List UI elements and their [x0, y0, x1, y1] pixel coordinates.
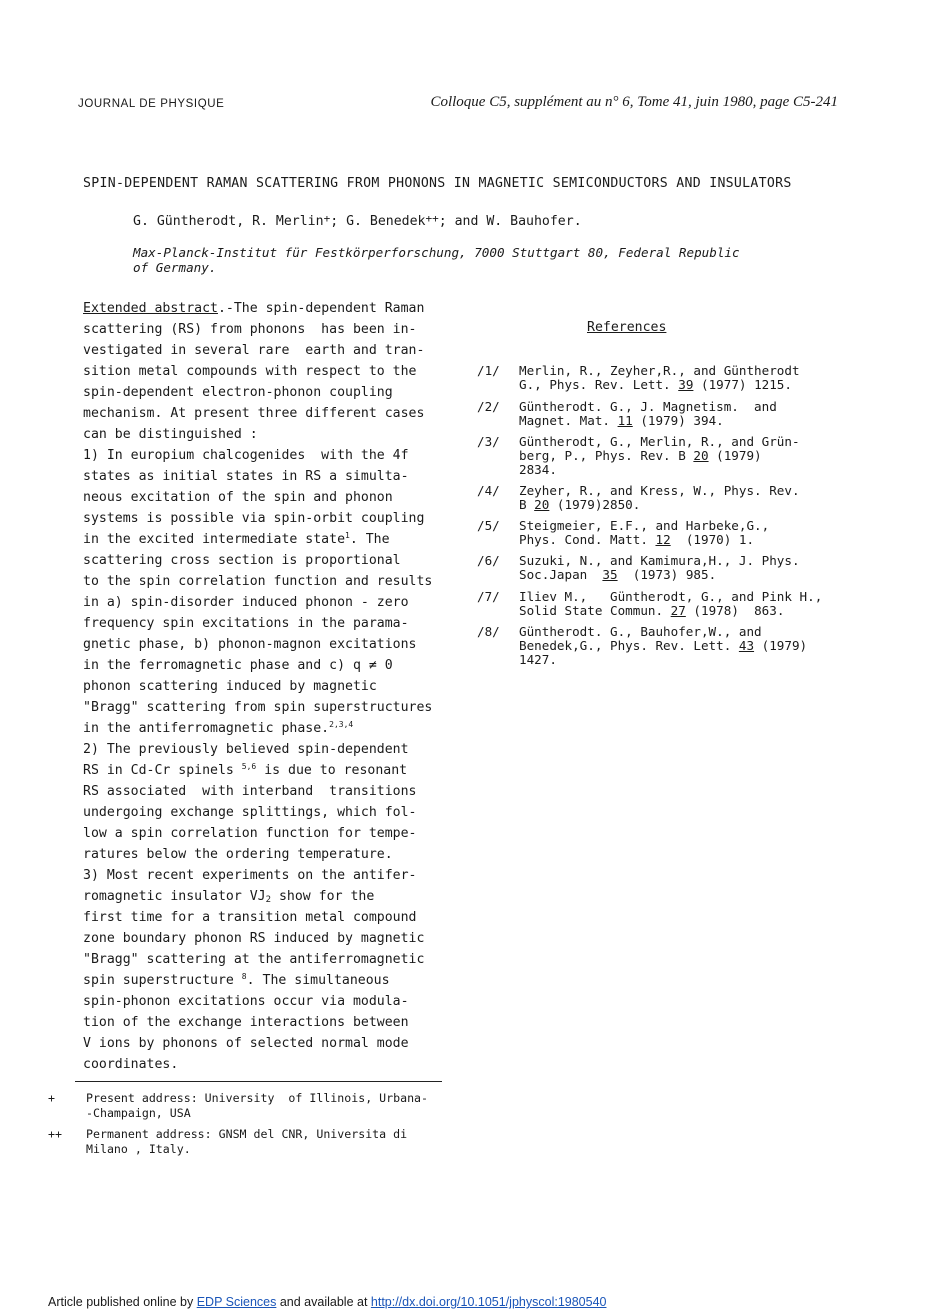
affiliation — [133, 245, 740, 275]
footnote-text: Permanent address: GNSM del CNR, Universita di Milano , Italy. — [86, 1127, 408, 1156]
reference-volume: 11 — [617, 413, 633, 428]
author-2-footnote-mark: ++ — [425, 212, 439, 225]
reference-text: Güntherodt. G., J. Magnetism. and Magnet. Mat. 11 (1979) 394. — [519, 399, 777, 428]
citation-marker: 8 — [241, 972, 247, 981]
abstract-text: is due to resonant RS associated with interband transitions undergoing exchange splittings, which fol- low a spin correlation function for tempe- ratures below the ordering temperature. 3) Most recent experiments on the antifer- romagnetic insulator VJ — [83, 763, 417, 904]
reference-volume: 35 — [602, 567, 618, 582]
reference-number: /8/ — [477, 624, 500, 639]
author-rest: ; and W. Bauhofer. — [438, 214, 582, 229]
page-title: SPIN-DEPENDENT RAMAN SCATTERING FROM PHONONS IN MAGNETIC SEMICONDUCTORS AND INSULATORS — [83, 176, 792, 191]
reference-number: /4/ — [477, 483, 500, 498]
subscript: 2 — [265, 895, 272, 905]
reference-text: Suzuki, N., and Kamimura,H., J. Phys. Soc.Japan 35 (1973) 985. — [519, 553, 800, 582]
reference-text: Steigmeier, E.F., and Harbeke,G., Phys. Cond. Matt. 12 (1970) 1. — [519, 518, 770, 547]
reference-text: Iliev M., Güntherodt, G., and Pink H., Solid State Commun. 27 (1978) 863. — [519, 589, 823, 618]
colloque-info: Colloque C5, supplément au n° 6, Tome 41, juin 1980, page C5-241 — [430, 94, 838, 110]
reference-number: /5/ — [477, 518, 500, 533]
reference-number: /6/ — [477, 553, 500, 568]
affiliation-line-1: Max-Planck-Institut für Festkörperforschung, 7000 Stuttgart 80, Federal Republic — [133, 245, 740, 260]
authors — [133, 214, 582, 229]
citation-marker: 5,6 — [241, 762, 257, 771]
reference-text: Zeyher, R., and Kress, W., Phys. Rev. B 20 (1979)2850. — [519, 483, 800, 512]
reference-number: /2/ — [477, 399, 500, 414]
publication-footer — [48, 1295, 606, 1309]
reference-volume: 12 — [655, 532, 671, 547]
journal-name: JOURNAL DE PHYSIQUE — [78, 98, 225, 110]
abstract-text: . The scattering cross section is proportional to the spin correlation function and results in a) spin-disorder induced phonon - zero frequency spin excitations in the parama- gnetic phase, b) phonon-magnon excitations in the ferromagnetic phase and c) q ≠ 0 phonon scattering induced by magnetic "Bragg" scattering from spin superstructures in the antiferromagnetic phase. — [83, 532, 433, 736]
reference-volume: 43 — [738, 638, 755, 653]
reference-volume: 20 — [534, 497, 550, 512]
reference-number: /3/ — [477, 434, 500, 449]
footnote — [48, 1091, 468, 1123]
references-heading: References — [587, 320, 667, 335]
reference-volume: 20 — [693, 448, 709, 463]
author-1-footnote-mark: + — [323, 212, 331, 225]
citation-marker: 1 — [345, 531, 350, 540]
footnote-divider — [75, 1081, 442, 1082]
abstract-text: show for the first time for a transition metal compound zone boundary phonon RS induced by magnetic "Bragg" scattering at the antiferromagnetic spin superstructure — [83, 889, 425, 988]
abstract-text: 2) The previously believed spin-dependent RS in Cd-Cr spinels — [83, 742, 409, 778]
reference-number: /7/ — [477, 589, 500, 604]
reference-volume: 27 — [670, 603, 686, 618]
abstract-heading: Extended abstract — [83, 301, 218, 316]
publisher-link[interactable]: EDP Sciences — [196, 1295, 277, 1309]
citation-marker: 2,3,4 — [329, 720, 354, 729]
footnote-mark: ++ — [48, 1127, 62, 1141]
reference-number: /1/ — [477, 363, 500, 378]
abstract-text: .-The spin-dependent Raman — [217, 301, 425, 316]
reference-text: Merlin, R., Zeyher,R., and Güntherodt G., Phys. Rev. Lett. 39 (1977) 1215. — [519, 363, 800, 392]
abstract-text: scattering (RS) from phonons has been in- vestigated in several rare earth and tran- sition metal compounds with respect to the spin-dependent electron-phonon coupling mechanism. At present three different cases can be distinguished : 1) In europium chalcogenides with the 4f states as initial states in RS a simulta- neous excitation of the spin and phonon systems is possible via spin-orbit coupling in the excited intermediate state — [83, 322, 425, 547]
abstract-text: . The simultaneous spin-phonon excitations occur via modula- tion of the exchange interactions between V ions by phonons of selected normal mode coordinates. — [83, 973, 409, 1072]
reference-text: Güntherodt, G., Merlin, R., and Grün- berg, P., Phys. Rev. B 20 (1979) 2834. — [519, 434, 800, 477]
author-1: G. Güntherodt, R. Merlin — [133, 214, 324, 229]
affiliation-line-2: of Germany. — [133, 260, 217, 275]
abstract-body — [83, 298, 473, 1075]
author-separator: ; G. Benedek — [330, 214, 426, 229]
doi-link[interactable]: http://dx.doi.org/10.1051/jphyscol:1980540 — [370, 1295, 607, 1309]
reference-text: Güntherodt. G., Bauhofer,W., and Benedek,G., Phys. Rev. Lett. 43 (1979) 1427. — [519, 624, 808, 667]
footnote-mark: + — [48, 1091, 55, 1105]
reference-volume: 39 — [678, 377, 694, 392]
footer-middle: and available at — [276, 1295, 371, 1309]
footer-prefix: Article published online by — [48, 1295, 197, 1309]
footnote — [48, 1127, 468, 1159]
footnote-text: Present address: University of Illinois, Urbana- -Champaign, USA — [86, 1091, 429, 1120]
